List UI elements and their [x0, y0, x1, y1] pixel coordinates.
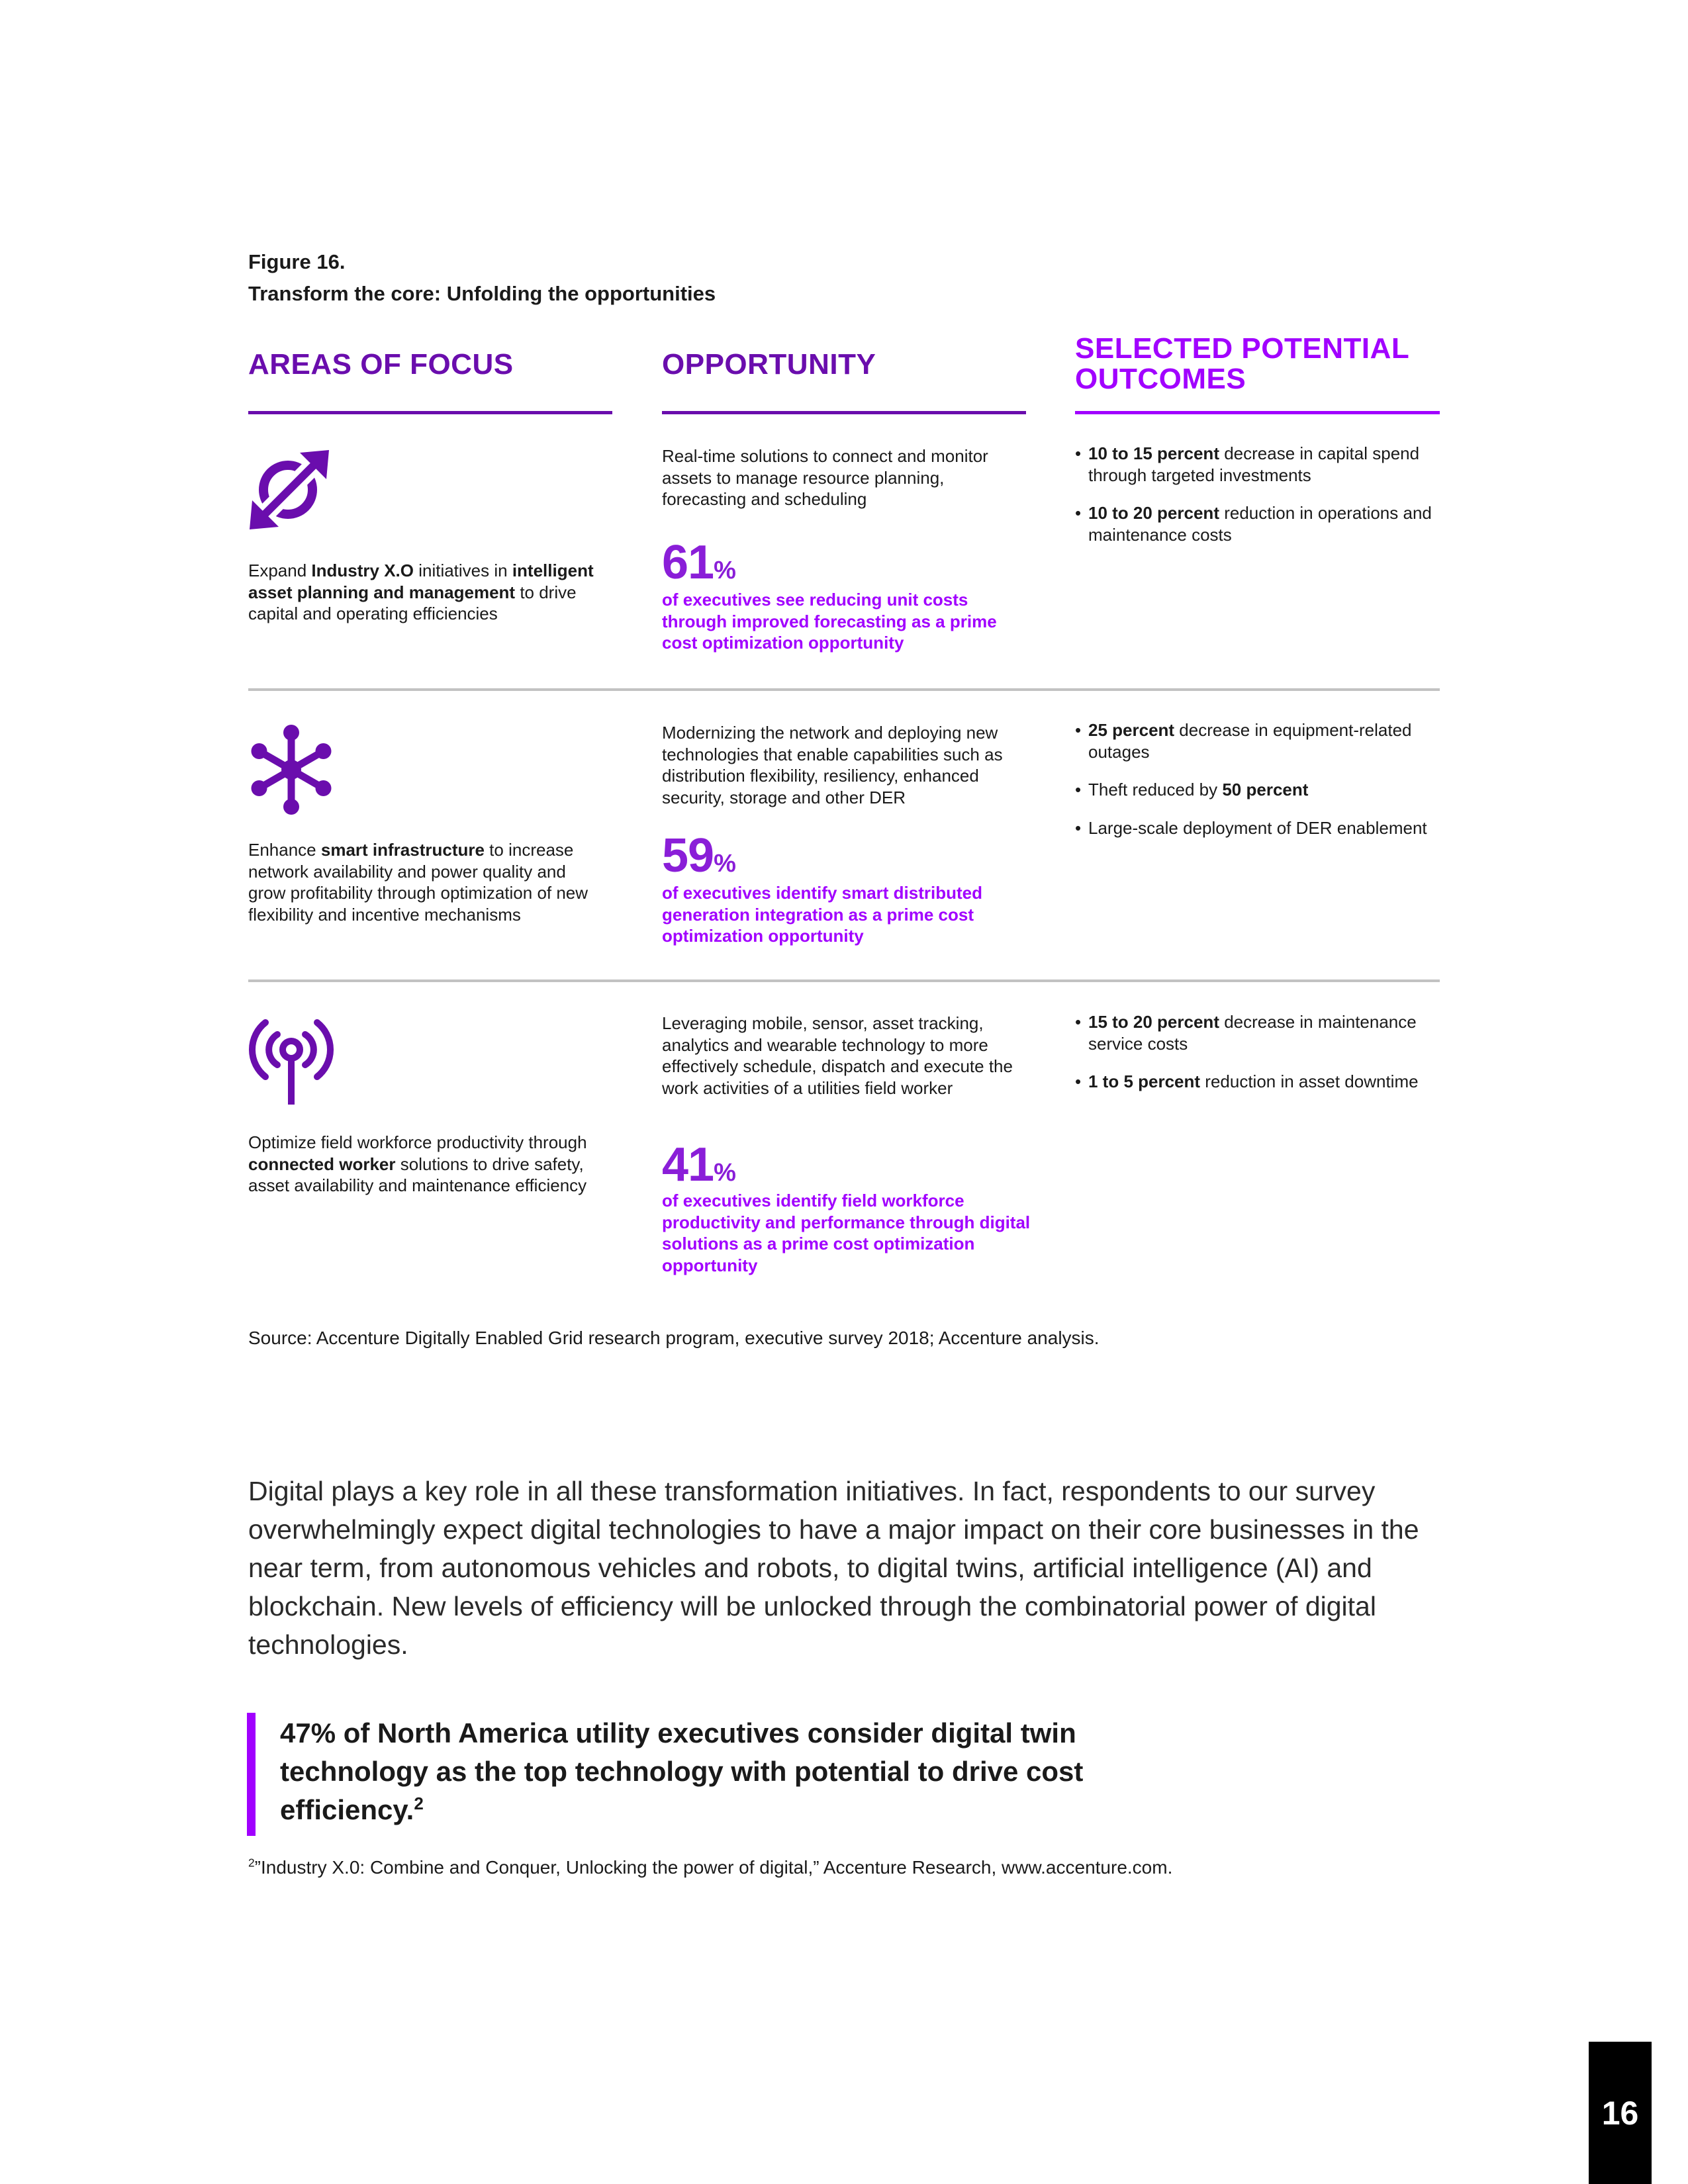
stat-description-asset-planning: of executives see reducing unit costs through improved forecasting as a prime cost optimization opportunity: [662, 590, 997, 653]
footnote-ref: 2: [248, 1856, 255, 1870]
areas-header-rule: [248, 411, 612, 414]
outcome-item: • 1 to 5 percent reduction in asset downtime: [1075, 1071, 1419, 1091]
outcome-item: • 25 percent decrease in equipment-related outages: [1075, 720, 1412, 762]
outcome-item: • 15 to 20 percent decrease in maintenance service costs: [1075, 1012, 1417, 1054]
column-header-outcomes-line2: OUTCOMES: [1075, 363, 1246, 395]
area-text-connected-worker: Optimize field workforce productivity through connected worker solutions to drive safety, asset availability and maintenance efficiency: [248, 1132, 587, 1195]
stat-61-percent: 61%: [662, 536, 736, 589]
footnote: [248, 1854, 1172, 1881]
figure-title: Transform the core: Unfolding the opportunities: [248, 282, 716, 305]
asset-planning-icon: [246, 447, 332, 536]
callout-accent-bar: [247, 1713, 256, 1836]
opportunity-text-smart-infrastructure: Modernizing the network and deploying new technologies that enable capabilities such as distribution flexibility, resiliency, enhanced security, storage and other DER: [662, 723, 1003, 807]
opportunity-text-asset-planning: Real-time solutions to connect and monitor assets to manage resource planning, forecasting and scheduling: [662, 446, 988, 509]
smart-network-icon: [245, 723, 338, 819]
area-text-smart-infrastructure: Enhance smart infrastructure to increase network availability and power quality and grow profitability through optimization of new flexibility and incentive mechanisms: [248, 840, 588, 925]
outcomes-header-rule: [1075, 411, 1440, 414]
footnote-text: ”Industry X.0: Combine and Conquer, Unlocking the power of digital,” Accenture Research, www.accenture.com.: [254, 1857, 1173, 1878]
callout-footnote-ref: 2: [414, 1794, 424, 1813]
column-header-opportunity: OPPORTUNITY: [662, 348, 876, 381]
page-number: 16: [1601, 2095, 1639, 2132]
stat-59-percent: 59%: [662, 829, 736, 882]
figure-label: Figure 16.: [248, 250, 346, 273]
outcome-item: • Large-scale deployment of DER enablement: [1075, 817, 1427, 838]
outcome-item: • Theft reduced by 50 percent: [1075, 780, 1309, 799]
stat-description-connected-worker: of executives identify field workforce productivity and performance through digital solutions as a prime cost optimization opportunity: [662, 1191, 1031, 1275]
stat-description-smart-infrastructure: of executives identify smart distributed generation integration as a prime cost optimization opportunity: [662, 883, 983, 946]
column-header-outcomes: [1075, 334, 1409, 394]
outcomes-list-smart-infrastructure: [1075, 719, 1446, 855]
column-header-areas: AREAS OF FOCUS: [248, 348, 514, 381]
callout-text: 47% of North America utility executives consider digital twin technology as the top technology with potential to drive cost efficiency.: [280, 1717, 1084, 1825]
stat-41-percent: 41%: [662, 1138, 736, 1191]
outcomes-list-connected-worker: [1075, 1011, 1446, 1109]
outcome-item: • 10 to 20 percent reduction in operations and maintenance costs: [1075, 503, 1432, 545]
column-header-outcomes-line1: SELECTED POTENTIAL: [1075, 332, 1410, 365]
row-separator: [248, 979, 1440, 982]
opportunity-header-rule: [662, 411, 1026, 414]
callout-quote: [280, 1714, 1101, 1829]
row-separator: [248, 688, 1440, 691]
opportunity-text-connected-worker: Leveraging mobile, sensor, asset tracking, analytics and wearable technology to more effectively schedule, dispatch and execute the work activities of a utilities field worker: [662, 1013, 1013, 1098]
figure-source: Source: Accenture Digitally Enabled Grid research program, executive survey 2018; Accenture analysis.: [248, 1328, 1100, 1348]
area-text-asset-planning: Expand Industry X.O initiatives in intelligent asset planning and management to drive capital and operating efficiencies: [248, 561, 594, 623]
body-paragraph: Digital plays a key role in all these transformation initiatives. In fact, respondents to our survey overwhelmingly expect digital technologies to have a major impact on their core businesses in the near term, from autonomous vehicles and robots, to digital twins, artificial intelligence (AI) and blockchain. New levels of efficiency will be unlocked through the combinatorial power of digital technologies.: [248, 1476, 1419, 1660]
outcomes-list-asset-planning: [1075, 443, 1446, 562]
outcome-item: • 10 to 15 percent decrease in capital spend through targeted investments: [1075, 443, 1420, 485]
connected-worker-antenna-icon: [245, 1014, 338, 1110]
